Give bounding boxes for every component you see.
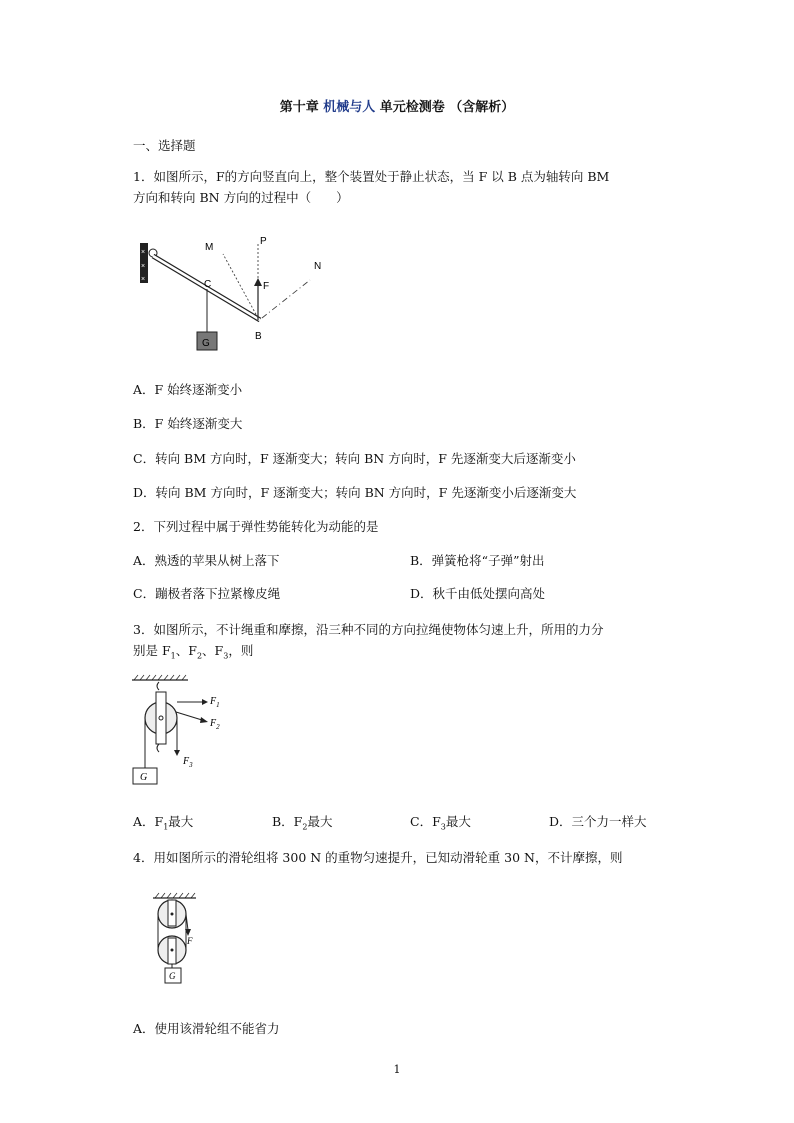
q3-option-b: B．$F_2$最大 <box>272 814 333 832</box>
svg-text:G: G <box>202 338 210 349</box>
q2-option-d: D．秋千由低处摆向高处 <box>410 586 546 601</box>
fixed-pulley-diagram <box>130 674 240 789</box>
q3-stem-line2: 别是 $F_1$、$F_2$、$F_3$，则 <box>133 643 254 661</box>
q2-option-c: C．蹦极者落下拉紧橡皮绳 <box>133 586 281 601</box>
svg-text:F1: $F_1$ <box>210 696 220 709</box>
section-heading: 一、选择题 <box>133 138 196 153</box>
q3-option-d: D．三个力一样大 <box>549 814 647 829</box>
svg-text:×: × <box>141 263 146 270</box>
q1-option-c: C．转向 BM 方向时，F 逐渐变大；转向 BN 方向时，F 先逐渐变大后逐渐变小 <box>133 451 576 466</box>
svg-text:×: × <box>141 276 146 283</box>
svg-text:B: B <box>255 331 262 342</box>
q2-option-b: B．弹簧枪将“子弹”射出 <box>410 553 545 568</box>
q4-option-a: A．使用该滑轮组不能省力 <box>133 1021 280 1036</box>
q2-stem: 2．下列过程中属于弹性势能转化为动能的是 <box>133 519 379 534</box>
q1-stem-line1: 1．如图所示，F的方向竖直向上，整个装置处于静止状态，当 F 以 B 点为轴转向 BM <box>133 169 610 184</box>
q1-option-a: A．F 始终逐渐变小 <box>133 382 243 397</box>
q1-stem-line2: 方向和转向 BN 方向的过程中（ ） <box>133 190 349 205</box>
q3-stem-line1: 3．如图所示，不计绳重和摩擦，沿三种不同的方向拉绳使物体匀速上升，所用的力分 <box>133 622 604 637</box>
svg-text:F3: $F_3$ <box>183 756 193 769</box>
q3-option-c: C．$F_3$最大 <box>410 814 471 832</box>
svg-text:C: C <box>204 279 212 290</box>
svg-text:F2: $F_2$ <box>210 718 220 731</box>
page-title: 第十章 机械与人 单元检测卷 （含解析） <box>279 100 515 115</box>
svg-text:F: F <box>263 281 270 292</box>
svg-text:N: N <box>314 261 322 272</box>
svg-text:F: F <box>187 936 193 946</box>
pulley-block-diagram <box>150 892 220 992</box>
svg-text:M: M <box>205 242 214 253</box>
direction-BN <box>262 280 310 318</box>
force-arrow-F2 <box>176 712 202 720</box>
svg-text:G: G <box>169 971 176 981</box>
q2-option-a: A．熟透的苹果从树上落下 <box>133 553 280 568</box>
lever-diagram <box>140 234 340 356</box>
q4-stem: 4．用如图所示的滑轮组将 300 N 的重物匀速提升，已知动滑轮重 30 N，不计摩擦，则 <box>133 850 623 865</box>
pulley-frame <box>156 692 166 744</box>
page-number: 1 <box>393 1063 401 1076</box>
svg-text:×: × <box>141 249 146 256</box>
q1-option-b: B．F 始终逐渐变大 <box>133 416 243 431</box>
svg-text:G: G <box>140 772 148 783</box>
q3-option-a: A．$F_1$最大 <box>133 814 194 832</box>
svg-text:P: P <box>260 236 267 247</box>
q1-option-d: D．转向 BM 方向时，F 逐渐变大；转向 BN 方向时，F 先逐渐变小后逐渐变大 <box>133 485 577 500</box>
